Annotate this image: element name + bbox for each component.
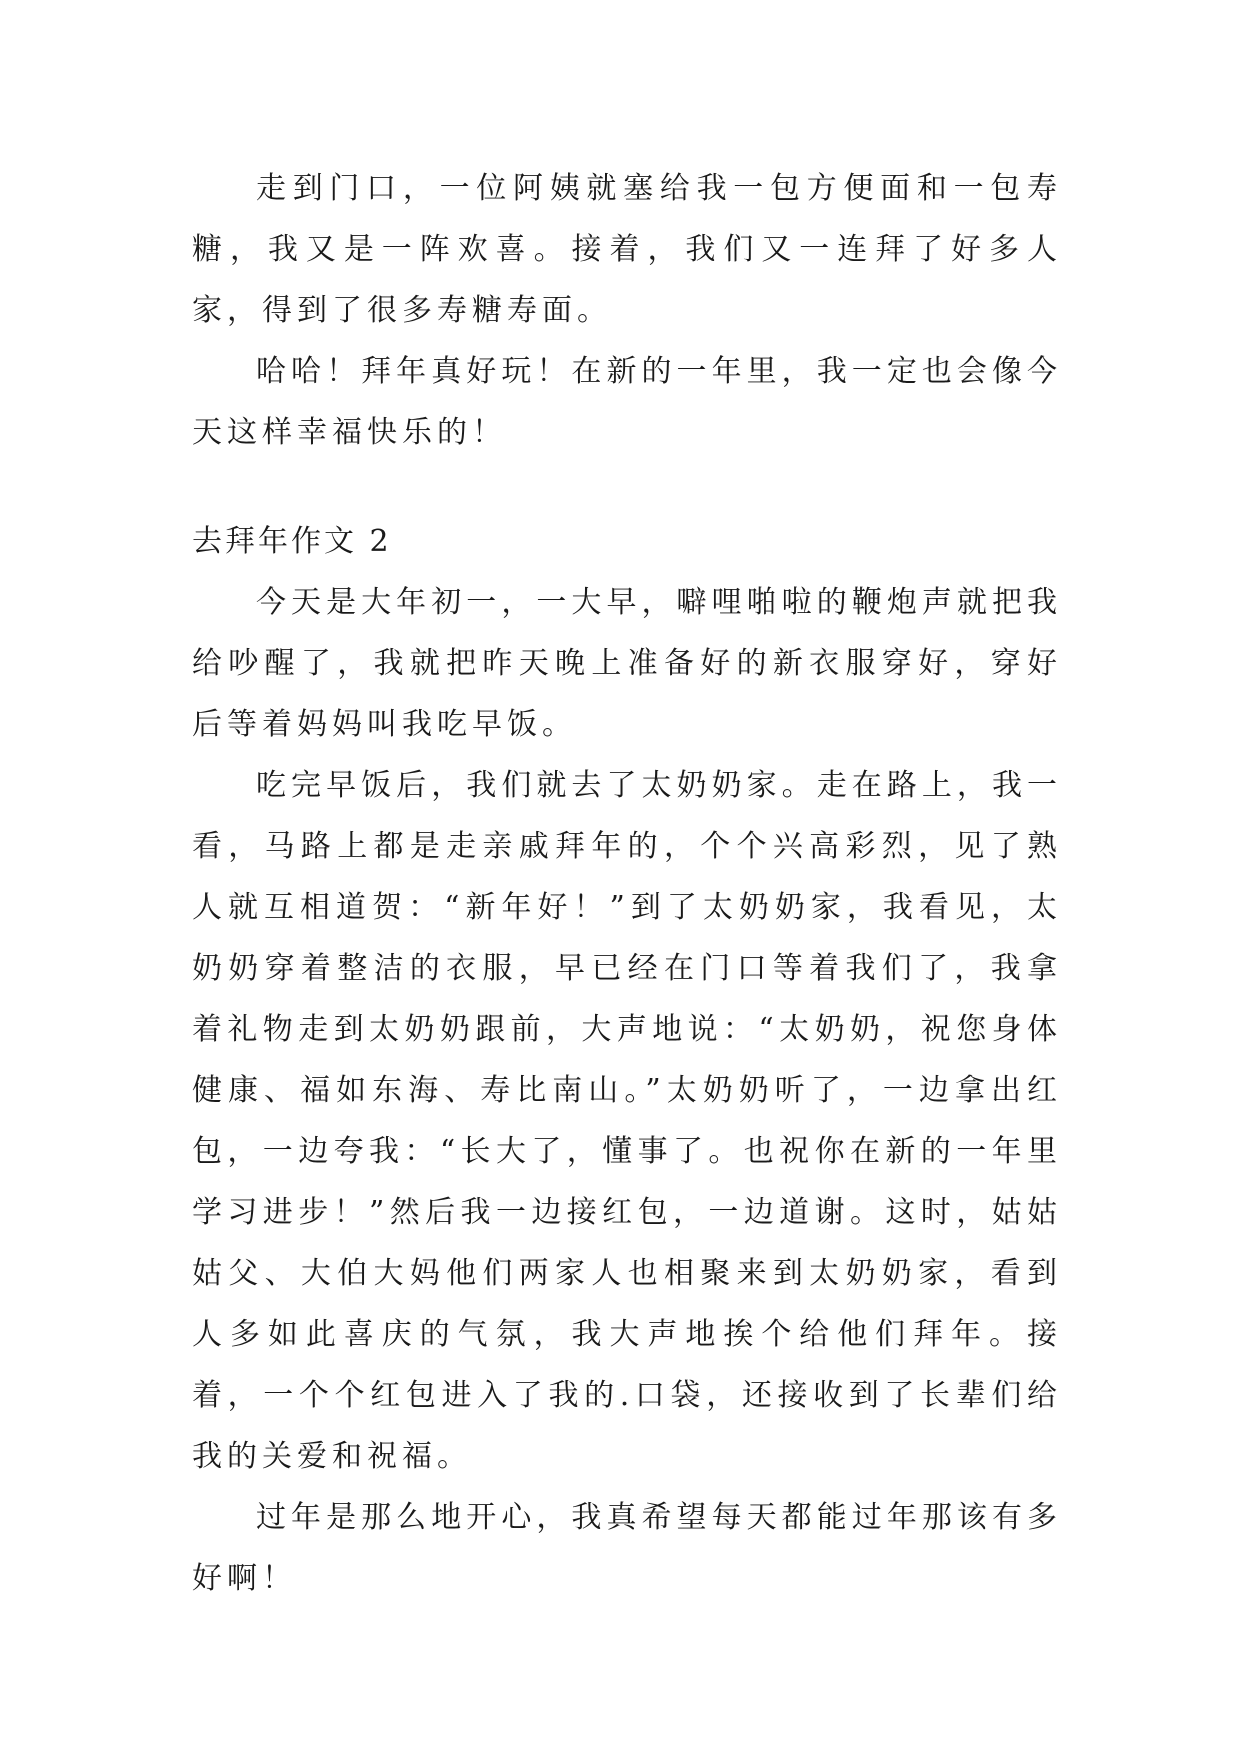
document-body — [192, 158, 1062, 1609]
paragraph-conclusion: 过年是那么地开心，我真希望每天都能过年那该有多好啊！ — [192, 1500, 1062, 1596]
paragraph-visit-neighbors: 走到门口，一位阿姨就塞给我一包方便面和一包寿糖，我又是一阵欢喜。接着，我们又一连拜了好多人家，得到了很多寿糖寿面。 — [192, 171, 1062, 328]
paragraph-great-grandma-visit: 吃完早饭后，我们就去了太奶奶家。走在路上，我一看，马路上都是走亲戚拜年的，个个兴高彩烈，见了熟人就互相道贺：“新年好！”到了太奶奶家，我看见，太奶奶穿着整洁的衣服，早已经在门口等着我们了，我拿着礼物走到太奶奶跟前，大声地说：“太奶奶，祝您身体健康、福如东海、寿比南山。”太奶奶听了，一边拿出红包，一边夸我：“长大了，懂事了。也祝你在新的一年里学习进步！”然后我一边接红包，一边道谢。这时，姑姑姑父、大伯大妈他们两家人也相聚来到太奶奶家，看到人多如此喜庆的气氛，我大声地挨个给他们拜年。接着，一个个红包进入了我的.口袋，还接收到了长辈们给我的关爱和祝福。 — [192, 768, 1062, 1474]
paragraph-new-year-fun: 哈哈！拜年真好玩！在新的一年里，我一定也会像今天这样幸福快乐的！ — [192, 354, 1062, 450]
section-spacer — [192, 463, 1062, 511]
paragraph-new-year-morning: 今天是大年初一，一大早，噼哩啪啦的鞭炮声就把我给吵醒了，我就把昨天晚上准备好的新衣服穿好，穿好后等着妈妈叫我吃早饭。 — [192, 585, 1062, 742]
essay-title: 去拜年作文 2 — [192, 524, 392, 559]
